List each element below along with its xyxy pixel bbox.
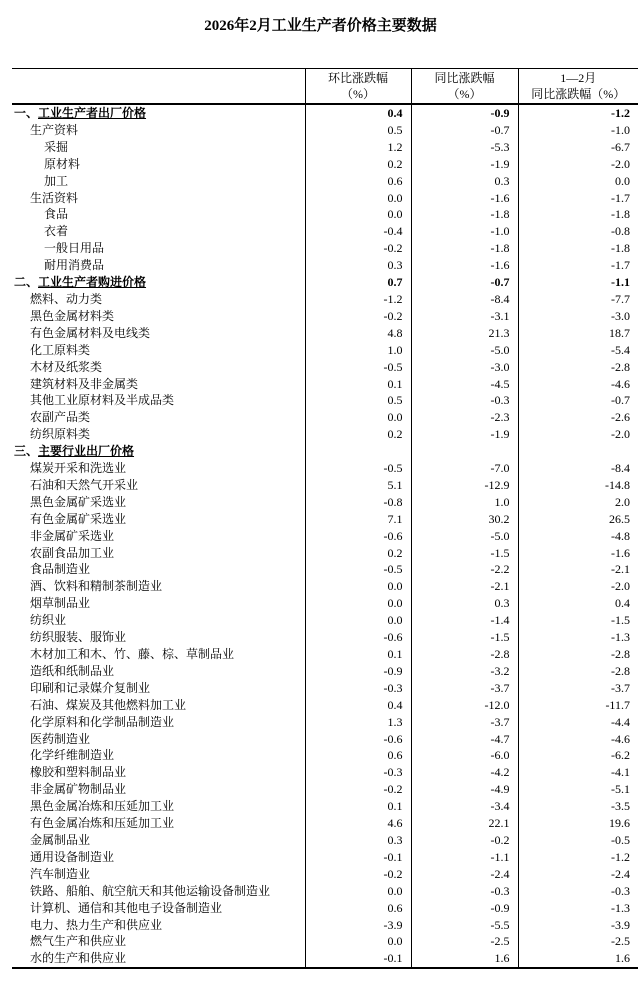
yoy-value: -1.1 [411, 849, 518, 866]
cum-value: -2.8 [518, 646, 638, 663]
cum-value: -4.8 [518, 528, 638, 545]
mom-value: -0.3 [305, 680, 411, 697]
table-row [12, 900, 638, 917]
cum-value: -0.8 [518, 223, 638, 240]
cum-value: -0.3 [518, 883, 638, 900]
yoy-value: -1.8 [411, 206, 518, 223]
header-row [12, 69, 638, 105]
row-label: 通用设备制造业 [30, 849, 115, 864]
cum-value: -2.0 [518, 426, 638, 443]
table-row [12, 680, 638, 697]
yoy-value: -1.9 [411, 156, 518, 173]
section-row [12, 443, 638, 460]
table-row [12, 933, 638, 950]
row-label: 非金属矿物制品业 [30, 782, 127, 797]
table-row [12, 578, 638, 595]
cum-value: -3.0 [518, 308, 638, 325]
mom-value: -0.2 [305, 781, 411, 798]
cum-value: -1.3 [518, 629, 638, 646]
mom-value: 1.2 [305, 139, 411, 156]
yoy-value: -5.0 [411, 342, 518, 359]
yoy-value: -7.0 [411, 460, 518, 477]
mom-value: 0.0 [305, 933, 411, 950]
mom-value: 0.5 [305, 122, 411, 139]
table-row [12, 798, 638, 815]
table-row [12, 257, 638, 274]
row-label: 金属制品业 [30, 832, 91, 847]
yoy-value: -2.4 [411, 866, 518, 883]
mom-value: -0.5 [305, 359, 411, 376]
yoy-value: -4.2 [411, 764, 518, 781]
table-row [12, 849, 638, 866]
yoy-value: -0.3 [411, 392, 518, 409]
yoy-value: -0.9 [411, 900, 518, 917]
cum-value: -8.4 [518, 460, 638, 477]
yoy-value: 1.0 [411, 494, 518, 511]
column-header-yoy [411, 69, 518, 105]
cum-value: -1.7 [518, 257, 638, 274]
row-label: 烟草制品业 [30, 596, 91, 611]
row-label: 化学原料和化学制品制造业 [30, 714, 175, 729]
cum-value: -1.3 [518, 900, 638, 917]
column-header-yoy-line2: （%） [447, 87, 482, 101]
yoy-value: -1.6 [411, 257, 518, 274]
yoy-value: -1.5 [411, 629, 518, 646]
row-label: 非金属矿采选业 [30, 528, 115, 543]
cum-value: -14.8 [518, 477, 638, 494]
row-label: 农副食品加工业 [30, 545, 115, 560]
table-row [12, 917, 638, 934]
column-header-blank [12, 69, 305, 105]
column-header-cum [518, 69, 638, 105]
table-row [12, 139, 638, 156]
row-label: 一般日用品 [44, 241, 105, 256]
row-label [12, 443, 305, 460]
yoy-value: -1.5 [411, 545, 518, 562]
mom-value: 0.0 [305, 578, 411, 595]
mom-value: -0.6 [305, 731, 411, 748]
section-marker: 一、 [14, 106, 39, 120]
table-row [12, 173, 638, 190]
mom-value: 0.0 [305, 190, 411, 207]
table-row [12, 883, 638, 900]
cum-value: -2.8 [518, 359, 638, 376]
row-label: 电力、热力生产和供应业 [30, 917, 163, 932]
row-label: 其他工业原材料及半成品类 [30, 393, 175, 408]
table-row [12, 629, 638, 646]
mom-value: 1.0 [305, 342, 411, 359]
yoy-value: -2.2 [411, 561, 518, 578]
mom-value: 0.3 [305, 832, 411, 849]
mom-value: 0.0 [305, 206, 411, 223]
table-row [12, 122, 638, 139]
cum-value: -2.0 [518, 578, 638, 595]
row-label: 木材加工和木、竹、藤、棕、草制品业 [30, 647, 235, 661]
row-label [12, 274, 305, 291]
row-label: 化工原料类 [30, 342, 91, 357]
section-marker: 三、 [14, 444, 39, 459]
row-label: 生活资料 [30, 190, 79, 205]
yoy-value: -4.9 [411, 781, 518, 798]
mom-value: 0.2 [305, 545, 411, 562]
table-row [12, 646, 638, 663]
mom-value: 0.0 [305, 612, 411, 629]
column-header-cum-line2: 同比涨跌幅（%） [531, 87, 626, 101]
cum-value: -1.2 [518, 104, 638, 122]
yoy-value: -1.8 [411, 240, 518, 257]
mom-value: -0.1 [305, 950, 411, 968]
row-label: 有色金属矿采选业 [30, 511, 127, 526]
cum-value: -4.4 [518, 714, 638, 731]
table-row [12, 747, 638, 764]
table-row [12, 697, 638, 714]
row-label: 加工 [44, 173, 69, 188]
table-row [12, 376, 638, 393]
cum-value: 0.0 [518, 173, 638, 190]
section-row [12, 104, 638, 122]
cum-value: -0.5 [518, 832, 638, 849]
cum-value: -1.0 [518, 122, 638, 139]
cum-value: -5.1 [518, 781, 638, 798]
cum-value: -2.8 [518, 663, 638, 680]
row-label: 纺织业 [30, 613, 67, 628]
cum-value [518, 443, 638, 460]
row-label: 煤炭开采和洗选业 [30, 461, 127, 476]
mom-value: 0.3 [305, 257, 411, 274]
cum-value: -1.8 [518, 240, 638, 257]
page-title: 2026年2月工业生产者价格主要数据 [204, 18, 437, 34]
cum-value: -2.6 [518, 409, 638, 426]
yoy-value: -3.7 [411, 680, 518, 697]
mom-value: -1.2 [305, 291, 411, 308]
mom-value: -0.2 [305, 308, 411, 325]
row-label: 木材及纸浆类 [30, 359, 103, 374]
table-row [12, 190, 638, 207]
table-row [12, 832, 638, 849]
row-label: 计算机、通信和其他电子设备制造业 [30, 900, 223, 915]
row-label: 化学纤维制造业 [30, 748, 115, 763]
mom-value: 0.4 [305, 104, 411, 122]
mom-value: 0.0 [305, 409, 411, 426]
yoy-value: -2.1 [411, 578, 518, 595]
table-row [12, 866, 638, 883]
cum-value: 0.4 [518, 595, 638, 612]
table-row [12, 308, 638, 325]
row-label: 铁路、船舶、航空航天和其他运输设备制造业 [30, 883, 271, 898]
yoy-value: -5.5 [411, 917, 518, 934]
yoy-value: -3.1 [411, 308, 518, 325]
table-row [12, 409, 638, 426]
mom-value [305, 443, 411, 460]
table-row [12, 511, 638, 528]
row-label: 生产资料 [30, 122, 79, 137]
yoy-value: -1.4 [411, 612, 518, 629]
yoy-value: -3.0 [411, 359, 518, 376]
cum-value: -11.7 [518, 697, 638, 714]
mom-value: 0.1 [305, 798, 411, 815]
yoy-value: -2.5 [411, 933, 518, 950]
yoy-value [411, 443, 518, 460]
cum-value: -1.5 [518, 612, 638, 629]
row-label: 燃料、动力类 [30, 291, 103, 306]
row-label: 石油、煤炭及其他燃料加工业 [30, 697, 187, 712]
table-row [12, 815, 638, 832]
mom-value: 0.1 [305, 646, 411, 663]
yoy-value: -1.9 [411, 426, 518, 443]
row-label: 采掘 [44, 139, 69, 154]
table-row [12, 426, 638, 443]
yoy-value: -3.4 [411, 798, 518, 815]
yoy-value: 22.1 [411, 815, 518, 832]
yoy-value: -1.6 [411, 190, 518, 207]
row-label: 黑色金属矿采选业 [30, 494, 127, 509]
table-row [12, 206, 638, 223]
section-title: 工业生产者购进价格 [38, 275, 147, 290]
yoy-value: -2.8 [411, 646, 518, 663]
cum-value: 19.6 [518, 815, 638, 832]
row-label: 酒、饮料和精制茶制造业 [30, 579, 163, 594]
column-header-mom [305, 69, 411, 105]
table-row [12, 460, 638, 477]
cum-value: -0.7 [518, 392, 638, 409]
table-row [12, 240, 638, 257]
cum-value: -5.4 [518, 342, 638, 359]
yoy-value: -5.0 [411, 528, 518, 545]
mom-value: -0.2 [305, 240, 411, 257]
cum-value: -2.0 [518, 156, 638, 173]
yoy-value: -6.0 [411, 747, 518, 764]
table-row [12, 156, 638, 173]
yoy-value: -12.9 [411, 477, 518, 494]
section-title: 工业生产者出厂价格 [38, 106, 147, 120]
mom-value: 0.0 [305, 883, 411, 900]
mom-value: 4.6 [305, 815, 411, 832]
row-label: 黑色金属冶炼和压延加工业 [30, 799, 175, 814]
row-label: 纺织原料类 [30, 427, 91, 442]
row-label: 有色金属材料及电线类 [30, 325, 151, 340]
mom-value: 5.1 [305, 477, 411, 494]
table-row [12, 764, 638, 781]
mom-value: 0.1 [305, 376, 411, 393]
row-label [12, 104, 305, 122]
column-header-cum-line1: 1—2月 [560, 71, 597, 85]
row-label: 纺织服装、服饰业 [30, 630, 127, 645]
cum-value: -6.2 [518, 747, 638, 764]
table-header [12, 69, 638, 105]
cum-value: 1.6 [518, 950, 638, 968]
table-row [12, 392, 638, 409]
cum-value: -4.1 [518, 764, 638, 781]
row-label: 造纸和纸制品业 [30, 663, 115, 678]
yoy-value: -0.3 [411, 883, 518, 900]
mom-value: 0.0 [305, 595, 411, 612]
section-title: 主要行业出厂价格 [38, 444, 135, 459]
yoy-value: -0.9 [411, 104, 518, 122]
row-label: 食品制造业 [30, 562, 91, 577]
yoy-value: -5.3 [411, 139, 518, 156]
yoy-value: 30.2 [411, 511, 518, 528]
cum-value: -2.1 [518, 561, 638, 578]
mom-value: -0.2 [305, 866, 411, 883]
mom-value: -0.3 [305, 764, 411, 781]
table-row [12, 325, 638, 342]
table-row [12, 731, 638, 748]
cum-value: -3.5 [518, 798, 638, 815]
table-row [12, 714, 638, 731]
cum-value: -1.6 [518, 545, 638, 562]
yoy-value: 0.3 [411, 595, 518, 612]
column-header-mom-line2: （%） [341, 87, 375, 101]
cum-value: 26.5 [518, 511, 638, 528]
mom-value: -0.1 [305, 849, 411, 866]
price-table [12, 68, 638, 969]
mom-value: 0.6 [305, 173, 411, 190]
row-label: 农副产品类 [30, 410, 91, 425]
table-body [12, 104, 638, 968]
row-label: 食品 [44, 207, 69, 222]
section-row [12, 274, 638, 291]
mom-value: 0.2 [305, 156, 411, 173]
yoy-value: 1.6 [411, 950, 518, 968]
table-row [12, 561, 638, 578]
table-row [12, 595, 638, 612]
row-label: 耐用消费品 [44, 258, 105, 273]
table-row [12, 545, 638, 562]
table-row [12, 291, 638, 308]
mom-value: 0.6 [305, 900, 411, 917]
row-label: 医药制造业 [30, 731, 91, 746]
column-header-mom-line1: 环比涨跌幅 [327, 71, 388, 85]
yoy-value: -1.0 [411, 223, 518, 240]
mom-value: 0.6 [305, 747, 411, 764]
mom-value: -0.4 [305, 223, 411, 240]
row-label: 原材料 [44, 156, 81, 171]
cum-value: -3.9 [518, 917, 638, 934]
table-row [12, 494, 638, 511]
mom-value: 1.3 [305, 714, 411, 731]
table-row [12, 477, 638, 494]
mom-value: 0.7 [305, 274, 411, 291]
row-label: 有色金属冶炼和压延加工业 [30, 816, 175, 831]
yoy-value: -0.7 [411, 122, 518, 139]
table-row [12, 528, 638, 545]
yoy-value: -3.2 [411, 663, 518, 680]
table-row [12, 223, 638, 240]
row-label: 衣着 [44, 224, 69, 239]
mom-value: -0.9 [305, 663, 411, 680]
table-row [12, 663, 638, 680]
yoy-value: -2.3 [411, 409, 518, 426]
yoy-value: -12.0 [411, 697, 518, 714]
cum-value: -6.7 [518, 139, 638, 156]
yoy-value: -8.4 [411, 291, 518, 308]
row-label: 石油和天然气开采业 [30, 477, 139, 492]
column-header-yoy-line1: 同比涨跌幅 [434, 71, 495, 85]
section-marker: 二、 [14, 275, 39, 290]
row-label: 汽车制造业 [30, 866, 91, 881]
mom-value: 7.1 [305, 511, 411, 528]
mom-value: -0.5 [305, 561, 411, 578]
mom-value: -0.6 [305, 629, 411, 646]
cum-value: -1.8 [518, 206, 638, 223]
cum-value: -4.6 [518, 731, 638, 748]
mom-value: 4.8 [305, 325, 411, 342]
yoy-value: -4.7 [411, 731, 518, 748]
mom-value: 0.5 [305, 392, 411, 409]
row-label: 燃气生产和供应业 [30, 934, 127, 949]
yoy-value: -4.5 [411, 376, 518, 393]
cum-value: -4.6 [518, 376, 638, 393]
row-label: 建筑材料及非金属类 [30, 376, 139, 391]
cum-value: -3.7 [518, 680, 638, 697]
yoy-value: -3.7 [411, 714, 518, 731]
cum-value: -2.4 [518, 866, 638, 883]
mom-value: -0.6 [305, 528, 411, 545]
mom-value: 0.2 [305, 426, 411, 443]
cum-value: -1.7 [518, 190, 638, 207]
row-label: 印刷和记录媒介复制业 [30, 680, 151, 695]
table-row [12, 612, 638, 629]
mom-value: 0.4 [305, 697, 411, 714]
mom-value: -3.9 [305, 917, 411, 934]
yoy-value: -0.2 [411, 832, 518, 849]
yoy-value: -0.7 [411, 274, 518, 291]
table-row [12, 359, 638, 376]
mom-value: -0.5 [305, 460, 411, 477]
table-row [12, 781, 638, 798]
cum-value: -2.5 [518, 933, 638, 950]
mom-value: -0.8 [305, 494, 411, 511]
cum-value: -1.2 [518, 849, 638, 866]
row-label: 黑色金属材料类 [30, 308, 115, 323]
row-label: 橡胶和塑料制品业 [30, 765, 127, 780]
yoy-value: 21.3 [411, 325, 518, 342]
cum-value: 2.0 [518, 494, 638, 511]
cum-value: -7.7 [518, 291, 638, 308]
yoy-value: 0.3 [411, 173, 518, 190]
row-label: 水的生产和供应业 [12, 950, 305, 968]
cum-value: -1.1 [518, 274, 638, 291]
cum-value: 18.7 [518, 325, 638, 342]
table-row [12, 342, 638, 359]
table-row [12, 950, 638, 968]
